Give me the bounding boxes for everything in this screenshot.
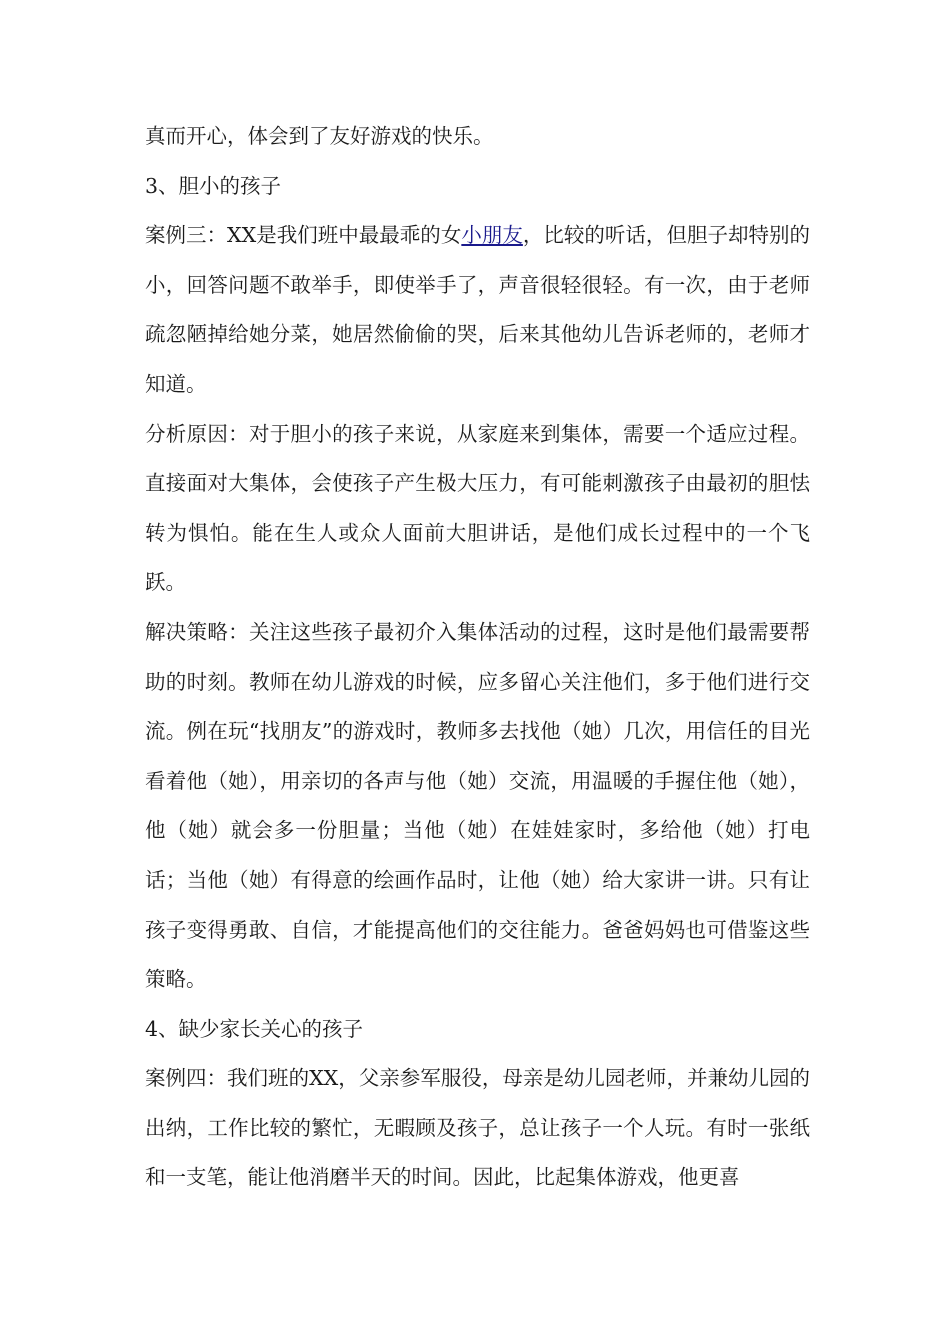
case-three-text-end: ，比较的听话，但胆子却特别的小，回答问题不敢举手，即使举手了，声音很轻很轻。有一次，由于老师疏忽陋掉给她分菜，她居然偷偷的哭，后来其他幼儿告诉老师的，老师才知道。 xyxy=(145,223,810,396)
link-little-friend[interactable]: 小朋友 xyxy=(461,223,523,248)
section-heading-timid-child: 3、胆小的孩子 xyxy=(145,173,282,198)
case-three-text-start: 案例三：XX是我们班中最最乖的女 xyxy=(145,223,462,248)
paragraph-continuation: 真而开心，体会到了友好游戏的快乐。 xyxy=(145,124,494,148)
paragraph-case-three xyxy=(145,211,810,409)
document-body xyxy=(145,112,810,1203)
section-heading-lacking-care: 4、缺少家长关心的孩子 xyxy=(145,1016,364,1041)
paragraph-case-four: 案例四：我们班的XX，父亲参军服役，母亲是幼儿园老师，并兼幼儿园的出纳，工作比较的繁忙，无暇顾及孩子，总让孩子一个人玩。有时一张纸和一支笔，能让他消磨半天的时间。因此，比起集体游戏，他更喜 xyxy=(145,1066,810,1190)
paragraph-strategy: 解决策略：关注这些孩子最初介入集体活动的过程，这时是他们最需要帮助的时刻。教师在幼儿游戏的时候，应多留心关注他们，多于他们进行交流。例在玩“找朋友”的游戏时，教师多去找他（她）几次，用信任的目光看着他（她），用亲切的各声与他（她）交流，用温暖的手握住他（她），他（她）就会多一份胆量；当他（她）在娃娃家时，多给他（她）打电话；当他（她）有得意的绘画作品时，让他（她）给大家讲一讲。只有让孩子变得勇敢、自信，才能提高他们的交往能力。爸爸妈妈也可借鉴这些策略。 xyxy=(145,619,810,992)
paragraph-analysis: 分析原因：对于胆小的孩子来说，从家庭来到集体，需要一个适应过程。直接面对大集体，会使孩子产生极大压力，有可能刺激孩子由最初的胆怯转为惧怕。能在生人或众人面前大胆讲话，是他们成长过程中的一个飞跃。 xyxy=(145,421,810,595)
